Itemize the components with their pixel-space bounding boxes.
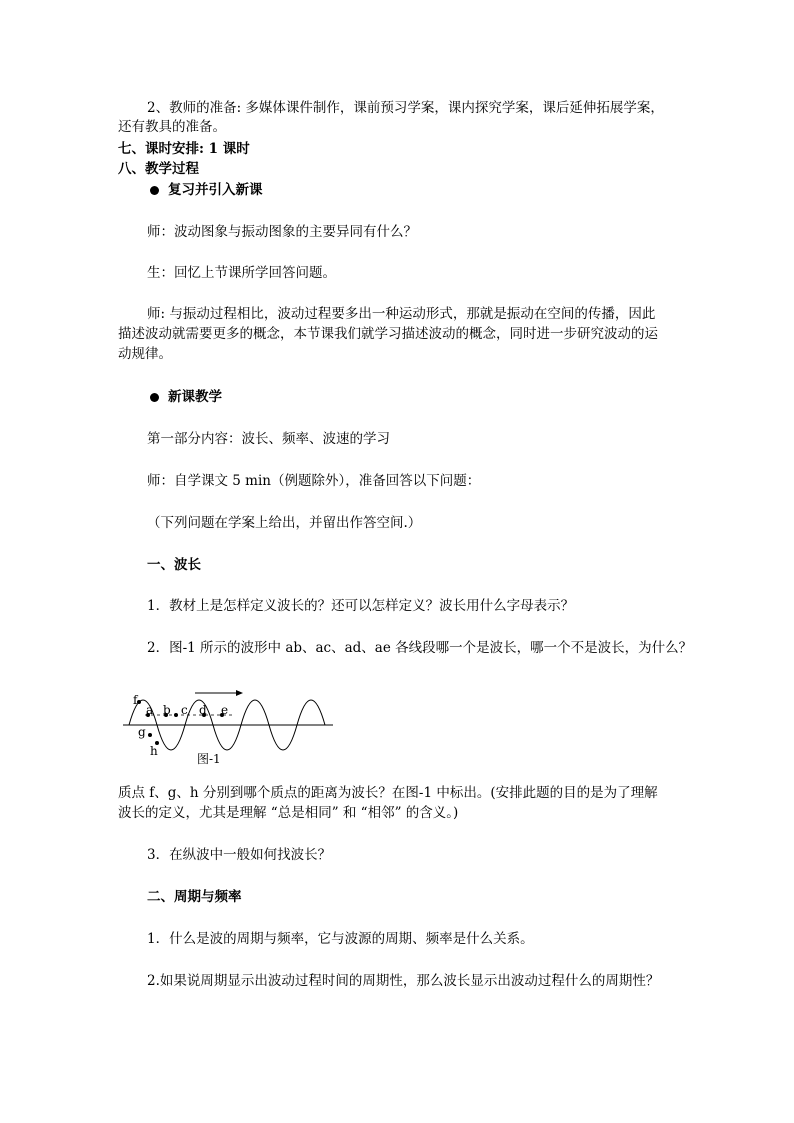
text-line: 动规律。 <box>118 346 172 362</box>
label-d: d <box>199 703 207 717</box>
question-period-2: 2.如果说周期显示出波动过程时间的周期性，那么波长显示出波动过程什么的周期性？ <box>147 973 660 989</box>
subheading-new-lesson: 新课教学 <box>168 389 222 405</box>
text-line: 波长的定义，尤其是理解 “总是相同” 和 “相邻” 的含义。) <box>118 805 459 821</box>
point-f <box>137 700 141 704</box>
subheading-review: 复习并引入新课 <box>168 182 263 198</box>
question-2: 2．图-1 所示的波形中 ab、ac、ad、ae 各线段哪一个是波长，哪一个不是波长，为什么？ <box>147 640 693 656</box>
text-line: 2、教师的准备: 多媒体课件制作，课前预习学案，课内探究学案，课后延伸拓展学案， <box>147 100 664 116</box>
text-line: 生：回忆上节课所学回答问题。 <box>147 265 336 281</box>
label-g: g <box>138 725 146 739</box>
arrow-head-icon <box>236 690 243 696</box>
heading-process: 八、教学过程 <box>118 161 199 177</box>
text-line: 师：波动图象与振动图象的主要异同有什么？ <box>147 224 417 240</box>
point-g <box>148 733 152 737</box>
text-line: 师：自学课文 5 min（例题除外），准备回答以下问题： <box>147 473 481 489</box>
bullet-icon <box>150 393 159 402</box>
text-line: 描述波动就需要更多的概念，本节课我们就学习描述波动的概念，同时进一步研究波动的运 <box>118 326 658 342</box>
point-c <box>174 713 178 717</box>
label-a: a <box>146 703 154 717</box>
section-wavelength: 一、波长 <box>147 557 201 573</box>
question-period-1: 1．什么是波的周期与频率，它与波源的周期、频率是什么关系。 <box>147 931 534 947</box>
label-h: h <box>150 744 158 758</box>
label-b: b <box>163 703 171 717</box>
label-f: f <box>133 693 138 707</box>
label-e: e <box>221 703 229 717</box>
bullet-icon <box>150 186 159 195</box>
wave-figure <box>115 685 340 770</box>
question-longitudinal: 3．在纵波中一般如何找波长？ <box>147 847 332 863</box>
text-line: 还有教具的准备。 <box>118 119 226 135</box>
label-c: c <box>181 703 188 717</box>
text-line: （下列问题在学案上给出，并留出作答空间.） <box>147 515 422 531</box>
section-period-frequency: 二、周期与频率 <box>147 889 242 905</box>
question-1: 1．教材上是怎样定义波长的？还可以怎样定义？波长用什么字母表示？ <box>147 598 575 614</box>
text-line: 师: 与振动过程相比，波动过程要多出一种运动形式，那就是振动在空间的传播，因此 <box>147 306 656 322</box>
question-3: 质点 f、g、h 分别到哪个质点的距离为波长？在图-1 中标出。(安排此题的目的是为了理解 <box>118 785 658 801</box>
figure-caption: 图-1 <box>197 752 221 766</box>
heading-schedule: 七、课时安排: 1 课时 <box>118 141 250 157</box>
text-line: 第一部分内容：波长、频率、波速的学习 <box>147 431 390 447</box>
